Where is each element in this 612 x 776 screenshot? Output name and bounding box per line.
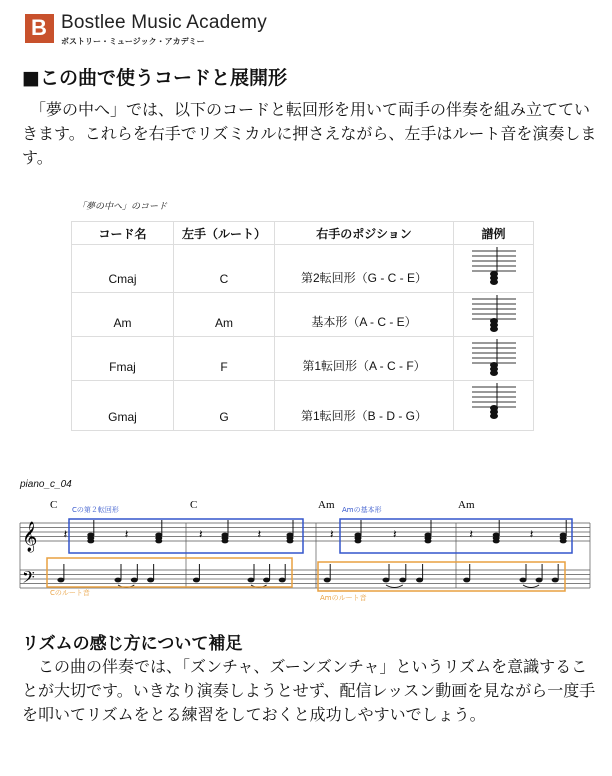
note-head bbox=[222, 539, 229, 544]
score-label: piano_c_04 bbox=[20, 479, 72, 490]
note-head bbox=[490, 370, 498, 376]
note-head bbox=[287, 539, 294, 544]
header-chord: コード名 bbox=[72, 222, 174, 245]
table-row bbox=[72, 337, 534, 381]
brand-name: Bostlee Music Academy bbox=[61, 12, 267, 33]
note-head bbox=[193, 578, 200, 583]
logo-letter: B bbox=[31, 15, 47, 40]
treble-clef-icon: 𝄞 bbox=[22, 522, 38, 552]
note-head bbox=[87, 539, 94, 544]
note-head bbox=[324, 578, 331, 583]
logo bbox=[25, 14, 54, 43]
table-header bbox=[72, 222, 534, 245]
annotation-am-right: Amの基本形 bbox=[342, 506, 382, 514]
note-head bbox=[425, 539, 432, 544]
tie bbox=[523, 585, 539, 588]
note-head bbox=[131, 578, 138, 583]
chord-symbol: Am bbox=[458, 499, 475, 511]
rest-icon: 𝄽 bbox=[330, 527, 334, 541]
cell-chord: Am bbox=[72, 293, 174, 337]
cell-right: 第1転回形（A - C - F） bbox=[275, 337, 454, 381]
section2-body: この曲の伴奏では、「ズンチャ、ズーンズンチャ」というリズムを意識することが大切です。いきなり演奏しようとせず、配信レッスン動画を見ながら一度手を叩いてリズムをとる練習をしておくと成功しやすいでしょう。 bbox=[22, 657, 596, 724]
note-head bbox=[490, 413, 498, 419]
chord-notation-icon bbox=[454, 381, 534, 431]
cell-left: C bbox=[174, 245, 275, 293]
chord-symbol: Am bbox=[318, 499, 335, 511]
table-row bbox=[72, 245, 534, 293]
table-row bbox=[72, 293, 534, 337]
cell-right: 第2転回形（G - C - E） bbox=[275, 245, 454, 293]
rest-icon: 𝄽 bbox=[199, 527, 203, 541]
header-right: 右手のポジション bbox=[275, 222, 454, 245]
rest-icon: 𝄽 bbox=[529, 527, 534, 541]
note-head bbox=[520, 578, 527, 583]
note-head bbox=[490, 279, 498, 285]
chord-notation-icon bbox=[454, 293, 534, 337]
rest-icon: 𝄽 bbox=[257, 527, 262, 541]
chord-notation-icon bbox=[454, 337, 534, 381]
note-head bbox=[383, 578, 390, 583]
rest-icon: 𝄽 bbox=[63, 527, 68, 541]
cell-left: G bbox=[174, 381, 275, 431]
cell-right: 第1転回形（B - D - G） bbox=[275, 381, 454, 431]
bass-clef-icon: 𝄢 bbox=[22, 567, 35, 591]
chord-table bbox=[71, 221, 534, 431]
note-head bbox=[355, 539, 362, 544]
cell-left: Am bbox=[174, 293, 275, 337]
rest-icon: 𝄽 bbox=[124, 527, 129, 541]
cell-chord: Cmaj bbox=[72, 245, 174, 293]
annotation-am-left: Amのルート音 bbox=[320, 594, 367, 602]
header-example: 譜例 bbox=[454, 222, 534, 245]
note-head bbox=[536, 578, 543, 583]
cell-left: F bbox=[174, 337, 275, 381]
note-head bbox=[463, 578, 470, 583]
brand-subtitle: ボストリー・ミュージック・アカデミー bbox=[61, 37, 205, 46]
cell-chord: Fmaj bbox=[72, 337, 174, 381]
note-head bbox=[147, 578, 154, 583]
header-left: 左手（ルート） bbox=[174, 222, 275, 245]
table-caption: 「夢の中へ」のコード bbox=[77, 202, 168, 212]
section2-title: リズムの感じ方について補足 bbox=[22, 634, 243, 654]
tie bbox=[386, 585, 403, 588]
chord-notation-icon bbox=[454, 245, 534, 293]
note-head bbox=[552, 578, 559, 583]
cell-chord: Gmaj bbox=[72, 381, 174, 431]
note-head bbox=[248, 578, 255, 583]
rest-icon: 𝄽 bbox=[469, 527, 474, 541]
note-head bbox=[490, 326, 498, 332]
table-row bbox=[72, 381, 534, 431]
note-head bbox=[279, 578, 286, 583]
annotation-c-right: Cの第２転回形 bbox=[72, 506, 119, 514]
note-head bbox=[399, 578, 406, 583]
section-title: ■この曲で使うコードと展開形 bbox=[22, 67, 287, 89]
chord-symbol: C bbox=[50, 499, 58, 511]
rest-icon: 𝄽 bbox=[393, 527, 397, 541]
note-head bbox=[493, 539, 500, 544]
annotation-c-left: Cのルート音 bbox=[50, 589, 90, 597]
cell-right: 基本形（A - C - E） bbox=[275, 293, 454, 337]
section-body: 「夢の中へ」では、以下のコードと転回形を用いて両手の伴奏を組み立てていきます。これらを右手でリズミカルに押さえながら、左手はルート音を演奏します。 bbox=[22, 100, 597, 167]
note-head bbox=[115, 578, 122, 583]
note-head bbox=[155, 539, 162, 544]
note-head bbox=[416, 578, 423, 583]
note-head bbox=[263, 578, 270, 583]
piano-score bbox=[0, 490, 612, 610]
note-head bbox=[57, 578, 64, 583]
left-hand-box-c bbox=[47, 558, 292, 587]
chord-symbol: C bbox=[190, 499, 198, 511]
note-head bbox=[560, 539, 567, 544]
